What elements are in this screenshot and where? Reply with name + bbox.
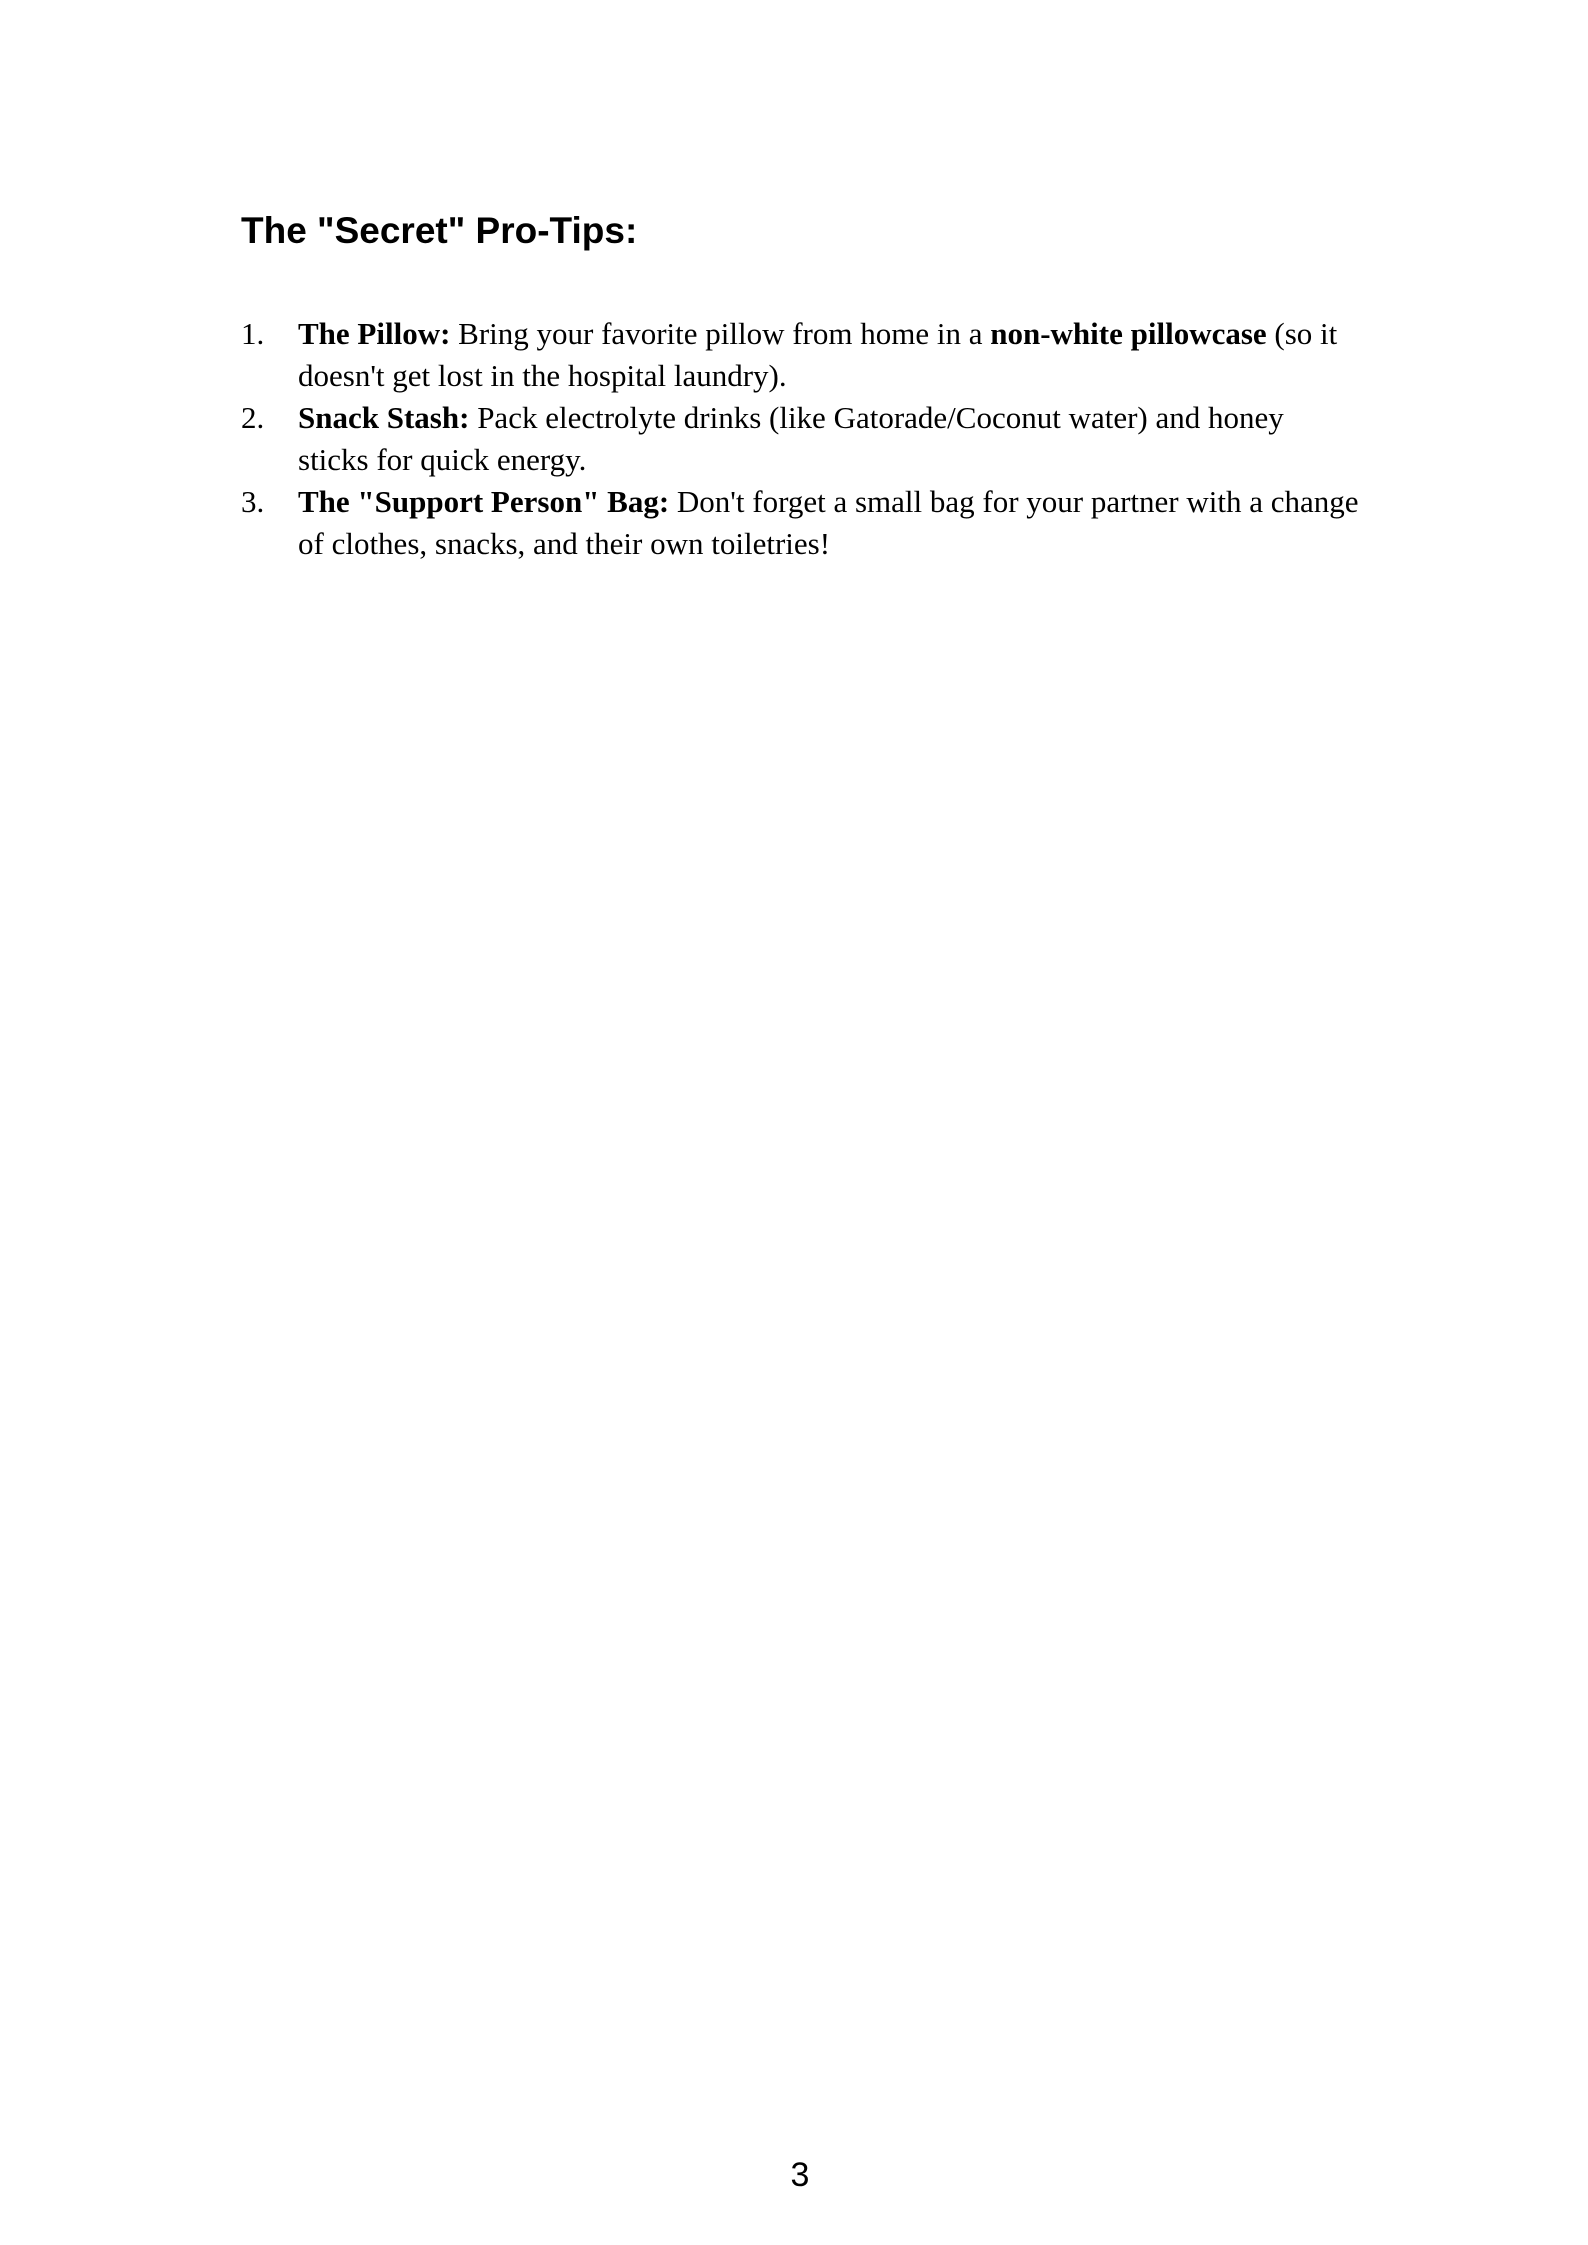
pro-tips-list bbox=[241, 313, 1361, 565]
section-heading: The "Secret" Pro-Tips: bbox=[241, 210, 638, 251]
page-number: 3 bbox=[790, 2156, 810, 2194]
tip-text-continued: (so it doesn't get lost in the hospital laundry). bbox=[298, 316, 1338, 393]
tip-term: The Pillow: bbox=[298, 316, 451, 351]
list-item-number: 2. bbox=[241, 400, 265, 435]
list-item bbox=[241, 481, 1361, 565]
tip-term: Snack Stash: bbox=[298, 400, 470, 435]
tip-text: Don't forget a small bag for your partner with a change of clothes, snacks, and their own toiletries! bbox=[298, 484, 1359, 561]
list-item bbox=[241, 313, 1361, 397]
tip-text: Bring your favorite pillow from home in a bbox=[450, 316, 991, 351]
tip-term: The "Support Person" Bag: bbox=[298, 484, 670, 519]
list-item bbox=[241, 397, 1361, 481]
list-item-number: 1. bbox=[241, 316, 265, 351]
list-item-number: 3. bbox=[241, 484, 265, 519]
tip-emphasis: non-white pillowcase bbox=[990, 316, 1267, 351]
tip-text: Pack electrolyte drinks (like Gatorade/Coconut water) and honey sticks for quick energy. bbox=[298, 400, 1284, 477]
